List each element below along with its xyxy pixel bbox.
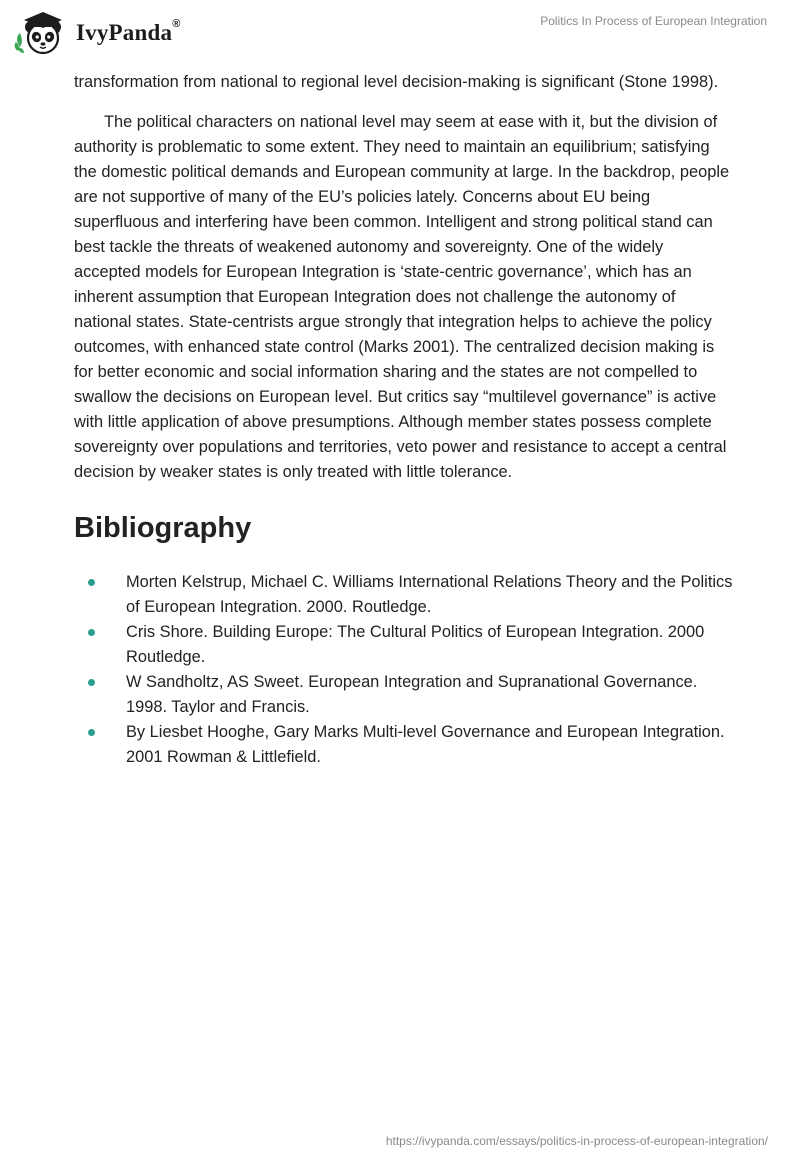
panda-graduate-icon bbox=[14, 9, 70, 57]
bibliography-item-text: By Liesbet Hooghe, Gary Marks Multi-level Governance and European Integration. 2001 Rowman & Littlefield. bbox=[126, 723, 725, 766]
bibliography-item bbox=[74, 570, 734, 620]
registered-mark: ® bbox=[172, 18, 181, 30]
bullet-dot-icon bbox=[88, 629, 95, 636]
bibliography-heading: Bibliography bbox=[74, 512, 252, 544]
paragraph-1: transformation from national to regional level decision-making is significant (Stone 1998). bbox=[74, 73, 719, 91]
document-title: Politics In Process of European Integration bbox=[540, 14, 767, 28]
bibliography-item bbox=[74, 620, 734, 670]
paragraph-2: The political characters on national level may seem at ease with it, but the division of authority is problematic to some extent. They need to maintain an equilibrium; satisfying the domestic political demands and European community at large. In the backdrop, people are not supportive of many of the EU’s policies lately. Concerns about EU being superfluous and interfering have been common. Intelligent and strong political stand can best tackle the threats of weakened autonomy and sovereignty. One of the widely accepted models for European Integration is ‘state-centric governance’, which has an inherent assumption that European Integration does not challenge the autonomy of national states. State-centrists argue strongly that integration helps to achieve the policy outcomes, with enhanced state control (Marks 2001). The centralized decision making is for better economic and social information sharing and the states are not compelled to swallow the decisions on European level. But critics say “multilevel governance” is active with little application of above presumptions. Although member states possess complete sovereignty over populations and territories, veto power and resistance to accept a central decision by weaker states is only treated with little tolerance. bbox=[74, 113, 730, 481]
bibliography-item bbox=[74, 720, 734, 770]
bullet-dot-icon bbox=[88, 579, 95, 586]
footer-url[interactable]: https://ivypanda.com/essays/politics-in-process-of-european-integration/ bbox=[385, 1134, 768, 1148]
bibliography-item-text: Morten Kelstrup, Michael C. Williams International Relations Theory and the Politics of European Integration. 2000. Routledge. bbox=[126, 573, 733, 616]
bibliography-item bbox=[74, 670, 734, 720]
bullet-dot-icon bbox=[88, 679, 95, 686]
bibliography-item-text: Cris Shore. Building Europe: The Cultural Politics of European Integration. 2000 Routledge. bbox=[126, 623, 705, 666]
brand-name bbox=[76, 20, 181, 46]
brand-name-text: IvyPanda bbox=[76, 20, 173, 45]
bibliography-item-text: W Sandholtz, AS Sweet. European Integration and Supranational Governance. 1998. Taylor and Francis. bbox=[126, 673, 698, 716]
essay-content bbox=[74, 70, 734, 770]
bibliography-list bbox=[74, 570, 734, 770]
bullet-dot-icon bbox=[88, 729, 95, 736]
page-header bbox=[0, 0, 800, 64]
brand-logo[interactable] bbox=[14, 8, 181, 58]
